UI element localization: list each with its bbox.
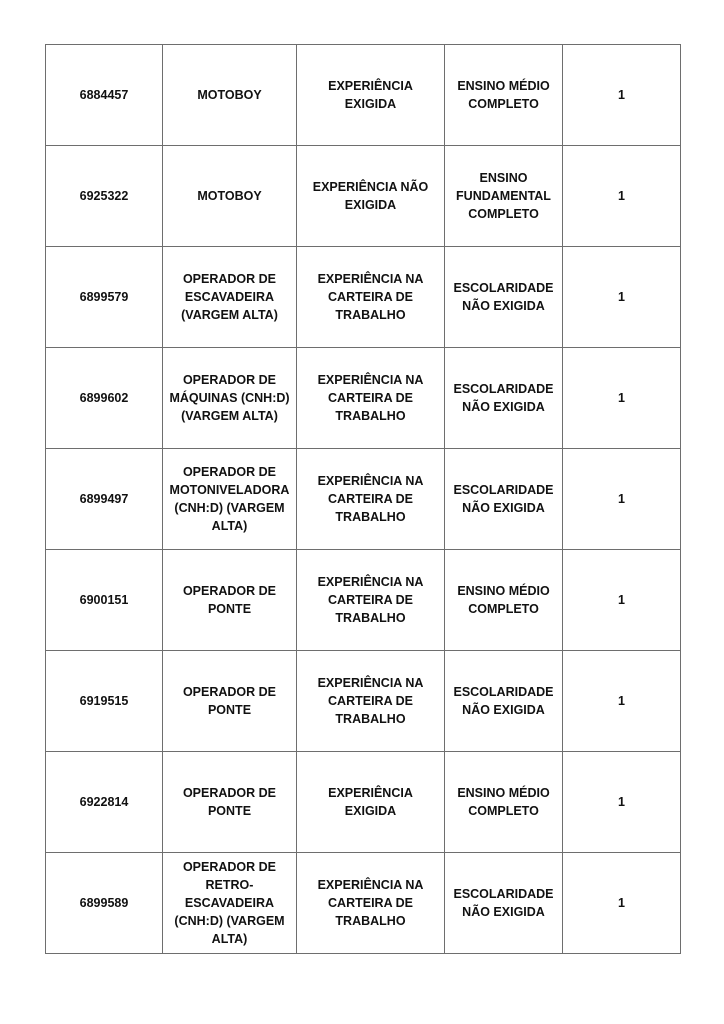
experience-cell: EXPERIÊNCIA NA CARTEIRA DE TRABALHO	[297, 247, 445, 348]
table-row	[46, 449, 681, 550]
education-cell: ESCOLARIDADE NÃO EXIGIDA	[445, 651, 563, 752]
job-code-cell: 6900151	[46, 550, 163, 651]
job-role-cell: OPERADOR DE MOTONIVELADORA (CNH:D) (VARGEM ALTA)	[163, 449, 297, 550]
vacancies-cell: 1	[563, 45, 681, 146]
vacancies-cell: 1	[563, 348, 681, 449]
job-code-cell: 6925322	[46, 146, 163, 247]
job-vacancies-table	[45, 44, 681, 954]
education-cell: ENSINO FUNDAMENTAL COMPLETO	[445, 146, 563, 247]
job-code-cell: 6899497	[46, 449, 163, 550]
table-row	[46, 752, 681, 853]
job-code-cell: 6919515	[46, 651, 163, 752]
education-cell: ESCOLARIDADE NÃO EXIGIDA	[445, 348, 563, 449]
experience-cell: EXPERIÊNCIA NA CARTEIRA DE TRABALHO	[297, 550, 445, 651]
table-body	[46, 45, 681, 954]
job-code-cell: 6899589	[46, 853, 163, 954]
job-code-cell: 6899602	[46, 348, 163, 449]
vacancies-cell: 1	[563, 752, 681, 853]
vacancies-cell: 1	[563, 853, 681, 954]
table-row	[46, 651, 681, 752]
vacancies-cell: 1	[563, 449, 681, 550]
experience-cell: EXPERIÊNCIA NA CARTEIRA DE TRABALHO	[297, 853, 445, 954]
job-code-cell: 6884457	[46, 45, 163, 146]
experience-cell: EXPERIÊNCIA NA CARTEIRA DE TRABALHO	[297, 651, 445, 752]
job-role-cell: OPERADOR DE PONTE	[163, 752, 297, 853]
job-role-cell: OPERADOR DE PONTE	[163, 651, 297, 752]
vacancies-cell: 1	[563, 247, 681, 348]
job-role-cell: OPERADOR DE ESCAVADEIRA (VARGEM ALTA)	[163, 247, 297, 348]
job-role-cell: OPERADOR DE RETRO- ESCAVADEIRA (CNH:D) (VARGEM ALTA)	[163, 853, 297, 954]
table-row	[46, 247, 681, 348]
table-row	[46, 348, 681, 449]
experience-cell: EXPERIÊNCIA EXIGIDA	[297, 45, 445, 146]
vacancies-cell: 1	[563, 550, 681, 651]
experience-cell: EXPERIÊNCIA EXIGIDA	[297, 752, 445, 853]
job-role-cell: MOTOBOY	[163, 146, 297, 247]
table-row	[46, 550, 681, 651]
education-cell: ESCOLARIDADE NÃO EXIGIDA	[445, 247, 563, 348]
job-code-cell: 6922814	[46, 752, 163, 853]
vacancies-cell: 1	[563, 651, 681, 752]
experience-cell: EXPERIÊNCIA NA CARTEIRA DE TRABALHO	[297, 449, 445, 550]
table-row	[46, 853, 681, 954]
job-role-cell: OPERADOR DE PONTE	[163, 550, 297, 651]
table-row	[46, 146, 681, 247]
vacancies-cell: 1	[563, 146, 681, 247]
education-cell: ENSINO MÉDIO COMPLETO	[445, 550, 563, 651]
education-cell: ENSINO MÉDIO COMPLETO	[445, 752, 563, 853]
experience-cell: EXPERIÊNCIA NÃO EXIGIDA	[297, 146, 445, 247]
education-cell: ESCOLARIDADE NÃO EXIGIDA	[445, 853, 563, 954]
job-code-cell: 6899579	[46, 247, 163, 348]
job-role-cell: MOTOBOY	[163, 45, 297, 146]
education-cell: ENSINO MÉDIO COMPLETO	[445, 45, 563, 146]
job-role-cell: OPERADOR DE MÁQUINAS (CNH:D) (VARGEM ALTA)	[163, 348, 297, 449]
table-row	[46, 45, 681, 146]
education-cell: ESCOLARIDADE NÃO EXIGIDA	[445, 449, 563, 550]
experience-cell: EXPERIÊNCIA NA CARTEIRA DE TRABALHO	[297, 348, 445, 449]
